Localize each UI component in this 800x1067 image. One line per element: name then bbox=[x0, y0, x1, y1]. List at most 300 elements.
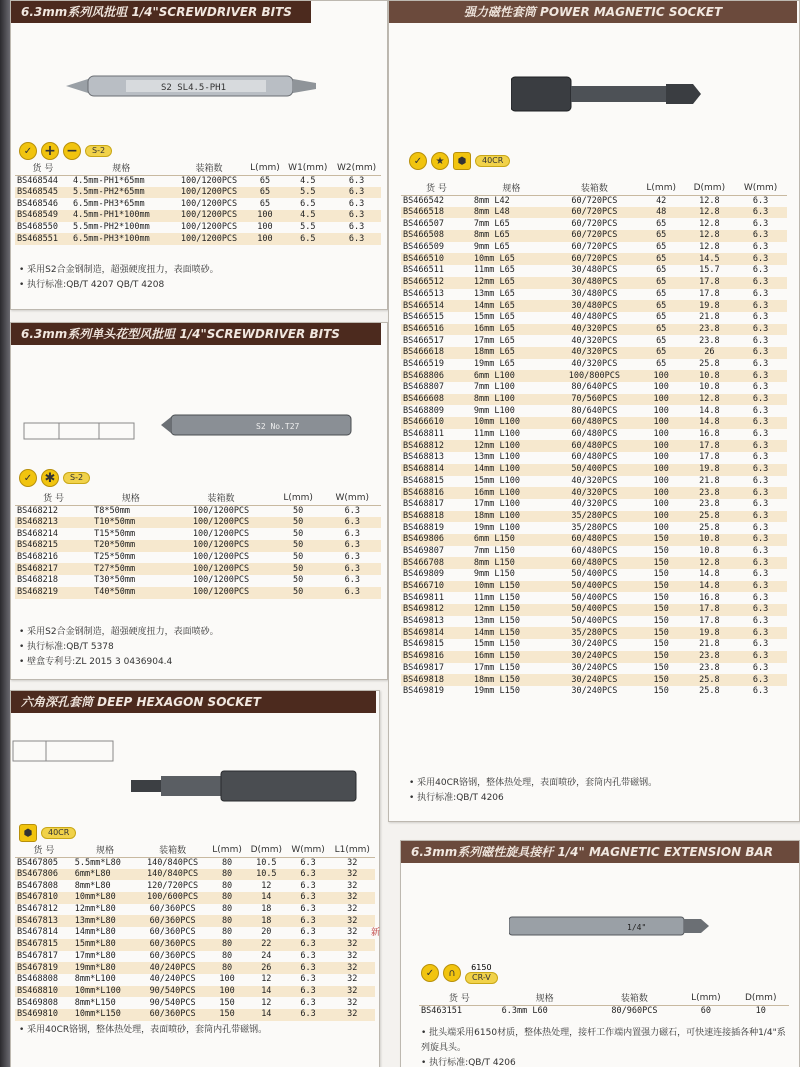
table-cell: 6.3 bbox=[752, 382, 769, 393]
column-header: 规格 bbox=[500, 991, 590, 1005]
table-cell: 150 bbox=[653, 662, 669, 673]
table-cell: 32 bbox=[347, 974, 358, 985]
table-cell: 12mm L150 bbox=[472, 604, 551, 616]
note-line: • 采用S2合金钢制造，超强硬度扭力，表面喷砂。 bbox=[19, 625, 219, 640]
tool-marking: S2 No.T27 bbox=[256, 422, 300, 431]
table-cell: T27*50mm bbox=[92, 563, 169, 575]
table-cell: 90/540PCS bbox=[149, 997, 196, 1008]
table-cell: 17.8 bbox=[685, 440, 735, 452]
table-row bbox=[401, 499, 787, 511]
table-cell: 60/480PCS bbox=[571, 452, 618, 463]
table-cell: 32 bbox=[330, 915, 375, 927]
notes bbox=[19, 1023, 267, 1038]
table-cell: 32 bbox=[330, 1009, 375, 1021]
table-cell: 32 bbox=[330, 986, 375, 998]
table-cell: 65 bbox=[656, 288, 667, 299]
table-cell: 17.8 bbox=[699, 616, 720, 627]
table-cell: 6.3 bbox=[734, 394, 787, 406]
item-code: BS467817 bbox=[17, 950, 58, 961]
table-cell: 50 bbox=[273, 540, 324, 552]
table-cell: 65 bbox=[638, 324, 685, 336]
table-cell: 100/1200PCS bbox=[192, 528, 250, 539]
material-badge: S-2 bbox=[63, 472, 90, 484]
item-code: BS468214 bbox=[17, 528, 58, 539]
material-badge: 40CR bbox=[475, 155, 510, 167]
table-cell: 100 bbox=[653, 405, 669, 416]
book-binding bbox=[0, 0, 10, 1067]
table-cell: 100 bbox=[638, 440, 685, 452]
column-header: 装箱数 bbox=[169, 491, 272, 505]
table-cell: 150 bbox=[653, 592, 669, 603]
item-code: BS466542 bbox=[403, 195, 444, 206]
table-cell: 60/720PCS bbox=[571, 242, 618, 253]
table-cell: 80/640PCS bbox=[571, 382, 618, 393]
table-cell: 12 bbox=[261, 974, 272, 985]
table-cell: 50 bbox=[293, 552, 304, 563]
item-code: BS466710 bbox=[401, 581, 472, 593]
table-row bbox=[401, 253, 787, 265]
note-line: • 采用40CR铬钢，整体热处理，表面喷砂，套筒内孔带磁钢。 bbox=[19, 1023, 267, 1038]
table-cell: 6.3 bbox=[734, 651, 787, 663]
certified-icon: ✓ bbox=[19, 142, 37, 160]
table-cell: 100 bbox=[653, 382, 669, 393]
magnet-icon: ∩ bbox=[443, 964, 461, 982]
item-code: BS468550 bbox=[17, 222, 58, 233]
table-cell: 100 bbox=[208, 986, 246, 998]
table-cell: 17mm L150 bbox=[473, 662, 520, 673]
item-code: BS469812 bbox=[401, 604, 472, 616]
table-cell: 19mm*L80 bbox=[73, 962, 137, 974]
item-code: BS467805 bbox=[17, 857, 58, 868]
table-cell: 11mm L100 bbox=[473, 429, 520, 440]
table-row bbox=[401, 674, 787, 686]
table-cell: 65 bbox=[638, 300, 685, 312]
table-row bbox=[401, 265, 787, 277]
item-code: BS467806 bbox=[15, 869, 73, 881]
table-cell: 65 bbox=[656, 242, 667, 253]
table-cell: 23.8 bbox=[685, 651, 735, 663]
table-cell: 16.8 bbox=[699, 592, 720, 603]
table-cell: 30/240PCS bbox=[571, 639, 618, 650]
table-cell: 6.3 bbox=[734, 230, 787, 242]
table-cell: 18mm L150 bbox=[472, 674, 551, 686]
table-cell: 6.3 bbox=[734, 674, 787, 686]
table-cell: 6.3 bbox=[324, 540, 381, 552]
spec-table bbox=[15, 491, 381, 599]
table-cell: 100/1200PCS bbox=[169, 587, 272, 599]
table-cell: 100/600PCS bbox=[137, 892, 208, 904]
section-title: 6.3mm系列磁性旋具接杆 1/4" MAGNETIC EXTENSION BAR bbox=[401, 841, 800, 863]
table-cell: 80/640PCS bbox=[571, 405, 618, 416]
table-cell: 6.5mm-PH3*65mm bbox=[72, 198, 145, 209]
table-row bbox=[15, 880, 375, 892]
table-cell: 100/1200PCS bbox=[169, 563, 272, 575]
table-cell: 6.3 bbox=[332, 233, 381, 245]
table-cell: 70/560PCS bbox=[551, 394, 638, 406]
table-cell: 100 bbox=[653, 429, 669, 440]
table-cell: 6.3 bbox=[287, 962, 330, 974]
table-cell: 19.8 bbox=[685, 464, 735, 476]
item-code: BS469807 bbox=[403, 545, 444, 556]
table-cell: 6.3 bbox=[752, 335, 769, 346]
table-cell: 150 bbox=[638, 557, 685, 569]
table-row bbox=[15, 892, 375, 904]
table-cell: 40/320PCS bbox=[571, 335, 618, 346]
table-row bbox=[15, 210, 381, 222]
item-code: BS468216 bbox=[17, 552, 58, 563]
table-cell: 23.8 bbox=[699, 335, 720, 346]
table-cell: 11mm L65 bbox=[473, 265, 515, 276]
table-row bbox=[401, 639, 787, 651]
column-header: 规格 bbox=[71, 161, 172, 175]
table-cell: 6.3 bbox=[287, 939, 330, 951]
table-cell: 60/360PCS bbox=[137, 1009, 208, 1021]
table-cell: 5.5 bbox=[283, 187, 332, 199]
table-cell: 6.3 bbox=[344, 552, 360, 563]
table-cell: 10mm L65 bbox=[472, 253, 551, 265]
item-code: BS467810 bbox=[15, 892, 73, 904]
table-cell: 30/240PCS bbox=[571, 686, 618, 697]
table-cell: 12.8 bbox=[699, 242, 720, 253]
table-cell: 15mm L100 bbox=[473, 475, 520, 486]
item-code: BS466708 bbox=[401, 557, 472, 569]
table-cell: 90/540PCS bbox=[137, 986, 208, 998]
table-row bbox=[15, 587, 381, 599]
item-code: BS466509 bbox=[403, 242, 444, 253]
table-row bbox=[15, 505, 381, 517]
table-cell: 6.3 bbox=[734, 534, 787, 546]
table-cell: 12.8 bbox=[685, 394, 735, 406]
table-cell: 40/320PCS bbox=[551, 324, 638, 336]
screwdriver-bits-card bbox=[10, 0, 388, 310]
table-cell: 19mm L65 bbox=[473, 358, 515, 369]
table-cell: 80 bbox=[221, 857, 233, 868]
notes bbox=[19, 625, 219, 670]
table-cell: 10.5 bbox=[246, 869, 286, 881]
table-cell: 5.5mm-PH2*100mm bbox=[72, 222, 150, 233]
table-row bbox=[401, 382, 787, 394]
table-row bbox=[401, 289, 787, 301]
table-row bbox=[15, 198, 381, 210]
table-cell: 21.8 bbox=[699, 475, 720, 486]
table-cell: 150 bbox=[208, 1009, 246, 1021]
table-cell: 14.8 bbox=[685, 417, 735, 429]
table-cell: 65 bbox=[656, 218, 667, 229]
column-header: 货 号 bbox=[15, 161, 71, 175]
table-cell: T10*50mm bbox=[92, 517, 169, 529]
table-cell: 60/360PCS bbox=[137, 939, 208, 951]
notes bbox=[409, 776, 657, 806]
table-cell: 6.3 bbox=[752, 639, 769, 650]
table-cell: 50/400PCS bbox=[551, 604, 638, 616]
table-cell: 6.3 bbox=[348, 198, 365, 209]
material-label bbox=[465, 963, 498, 984]
table-row bbox=[15, 233, 381, 245]
table-cell: 6.3 bbox=[752, 592, 769, 603]
item-code: BS469815 bbox=[403, 639, 444, 650]
table-row bbox=[401, 324, 787, 336]
table-row bbox=[401, 440, 787, 452]
item-code: BS468813 bbox=[403, 452, 444, 463]
table-cell: 50/400PCS bbox=[571, 616, 618, 627]
item-code: BS469819 bbox=[403, 686, 444, 697]
table-row bbox=[401, 405, 787, 417]
table-cell: T30*50mm bbox=[94, 575, 136, 586]
table-cell: 17.8 bbox=[685, 277, 735, 289]
table-cell: T8*50mm bbox=[94, 505, 130, 516]
table-cell: 23.8 bbox=[699, 499, 720, 510]
note-line: • 壁盒专利号:ZL 2015 3 0436904.4 bbox=[19, 655, 219, 670]
item-code: BS468807 bbox=[403, 382, 444, 393]
item-code: BS466518 bbox=[401, 207, 472, 219]
table-row bbox=[401, 429, 787, 441]
table-cell: 14.8 bbox=[699, 569, 720, 580]
table-cell: 12.8 bbox=[685, 557, 735, 569]
table-cell: 26 bbox=[685, 347, 735, 359]
item-code: BS469806 bbox=[401, 534, 472, 546]
table-cell: 6.3 bbox=[344, 528, 360, 539]
spec-table bbox=[419, 991, 789, 1017]
table-cell: 100/1200PCS bbox=[172, 210, 247, 222]
table-cell: 65 bbox=[247, 187, 284, 199]
table-cell: 32 bbox=[347, 857, 358, 868]
table-cell: 6.3 bbox=[752, 662, 769, 673]
item-code: BS468544 bbox=[17, 175, 58, 186]
table-cell: 100 bbox=[638, 464, 685, 476]
table-cell: 7mm L150 bbox=[473, 545, 515, 556]
table-cell: 7mm L65 bbox=[473, 218, 510, 229]
table-cell: 12 bbox=[261, 880, 272, 891]
table-cell: 6.3 bbox=[300, 904, 316, 915]
table-cell: 4.5 bbox=[300, 175, 316, 186]
table-cell: 6.3 bbox=[752, 242, 769, 253]
table-cell: 26 bbox=[246, 962, 286, 974]
table-cell: 6.3 bbox=[752, 288, 769, 299]
table-cell: 6.3 bbox=[300, 880, 316, 891]
column-header: 装箱数 bbox=[172, 161, 247, 175]
table-row bbox=[15, 563, 381, 575]
table-cell: 22 bbox=[246, 939, 286, 951]
column-header: W1(mm) bbox=[283, 161, 332, 175]
note-line: • 执行标准:QB/T 4206 bbox=[421, 1056, 791, 1067]
table-row bbox=[401, 569, 787, 581]
table-cell: 8mm*L100 bbox=[74, 974, 116, 985]
table-cell: 40/480PCS bbox=[571, 312, 618, 323]
table-cell: 6.3 bbox=[332, 210, 381, 222]
table-cell: 100 bbox=[257, 222, 273, 233]
column-header: L1(mm) bbox=[330, 843, 375, 857]
table-cell: 65 bbox=[259, 175, 271, 186]
feature-icons bbox=[19, 823, 76, 843]
table-cell: 8mm L48 bbox=[472, 207, 551, 219]
note-line: • 执行标准:QB/T 4206 bbox=[409, 791, 657, 806]
table-cell: 11mm L150 bbox=[473, 592, 520, 603]
table-cell: 150 bbox=[638, 674, 685, 686]
table-row bbox=[401, 335, 787, 347]
column-header: D(mm) bbox=[246, 843, 286, 857]
table-cell: 150 bbox=[653, 639, 669, 650]
table-cell: 100/1200PCS bbox=[172, 187, 247, 199]
table-cell: 10.8 bbox=[685, 370, 735, 382]
table-cell: 10mm*L150 bbox=[73, 1009, 137, 1021]
table-cell: 6.3 bbox=[752, 499, 769, 510]
table-cell: 40/240PCS bbox=[149, 974, 196, 985]
notes bbox=[19, 263, 219, 293]
table-cell: 6mm*L80 bbox=[73, 869, 137, 881]
certified-icon: ✓ bbox=[19, 469, 37, 487]
table-cell: 17.8 bbox=[699, 288, 720, 299]
table-row bbox=[401, 218, 787, 230]
table-cell: 6.3 bbox=[344, 575, 360, 586]
table-cell: 65 bbox=[656, 358, 667, 369]
table-cell: 32 bbox=[347, 950, 358, 961]
table-cell: 30/480PCS bbox=[571, 265, 618, 276]
table-row bbox=[401, 663, 787, 675]
table-cell: 8mm L42 bbox=[473, 195, 510, 206]
item-code: BS468212 bbox=[17, 505, 58, 516]
item-code: BS468217 bbox=[15, 563, 92, 575]
table-cell: 6.3 bbox=[734, 417, 787, 429]
table-cell: 17.8 bbox=[685, 604, 735, 616]
table-cell: 6.3 bbox=[734, 604, 787, 616]
table-row bbox=[401, 511, 787, 523]
table-cell: 32 bbox=[347, 880, 358, 891]
table-row bbox=[15, 869, 375, 881]
table-cell: 50 bbox=[273, 587, 324, 599]
table-cell: 9mm L100 bbox=[473, 405, 515, 416]
feature-icons bbox=[19, 141, 112, 161]
table-row bbox=[401, 546, 787, 558]
note-line: • 执行标准:QB/T 5378 bbox=[19, 640, 219, 655]
table-cell: 100 bbox=[638, 370, 685, 382]
table-row bbox=[15, 175, 381, 187]
table-cell: 23.8 bbox=[699, 662, 720, 673]
note-line: • 执行标准:QB/T 4207 QB/T 4208 bbox=[19, 278, 219, 293]
table-cell: 6.3 bbox=[734, 464, 787, 476]
table-cell: 12mm*L80 bbox=[74, 904, 116, 915]
table-cell: 8mm L65 bbox=[472, 230, 551, 242]
table-cell: 16mm L65 bbox=[472, 324, 551, 336]
item-code: BS467814 bbox=[17, 927, 58, 938]
table-cell: 10mm*L80 bbox=[73, 892, 137, 904]
table-cell: 6mm L150 bbox=[472, 534, 551, 546]
notes bbox=[421, 1026, 791, 1067]
table-cell: 12mm L65 bbox=[472, 277, 551, 289]
table-row bbox=[15, 939, 375, 951]
table-cell: 80/960PCS bbox=[611, 1005, 658, 1016]
item-code: BS466514 bbox=[401, 300, 472, 312]
table-cell: 32 bbox=[347, 997, 358, 1008]
table-cell: 6.3 bbox=[752, 686, 769, 697]
table-cell: 50/400PCS bbox=[571, 569, 618, 580]
table-cell: 6.3 bbox=[348, 175, 365, 186]
table-cell: 14 bbox=[246, 1009, 286, 1021]
table-cell: 7mm L100 bbox=[473, 382, 515, 393]
item-code: BS466507 bbox=[403, 218, 444, 229]
item-code: BS466515 bbox=[403, 312, 444, 323]
table-cell: 80 bbox=[221, 904, 233, 915]
tool-marking: S2 SL4.5-PH1 bbox=[161, 83, 227, 93]
table-cell: 6.5mm-PH3*100mm bbox=[71, 233, 172, 245]
table-cell: 12mm L100 bbox=[472, 440, 551, 452]
table-cell: 150 bbox=[638, 534, 685, 546]
slotted-icon: − bbox=[63, 142, 81, 160]
table-cell: 6.3 bbox=[300, 950, 316, 961]
note-line: • 采用40CR铬钢，整体热处理，表面喷砂，套筒内孔带磁钢。 bbox=[409, 776, 657, 791]
table-cell: 6.3 bbox=[734, 557, 787, 569]
table-cell: 10.8 bbox=[685, 534, 735, 546]
table-cell: 6.3 bbox=[348, 222, 365, 233]
table-cell: 60/720PCS bbox=[551, 207, 638, 219]
torx-bit-image bbox=[161, 405, 361, 445]
item-code: BS468213 bbox=[15, 517, 92, 529]
table-cell: 32 bbox=[347, 927, 358, 938]
table-cell: 4.5 bbox=[283, 210, 332, 222]
column-header: 规格 bbox=[92, 491, 169, 505]
table-row bbox=[401, 476, 787, 488]
table-cell: 6.3 bbox=[734, 324, 787, 336]
table-row bbox=[401, 300, 787, 312]
table-cell: 150 bbox=[638, 581, 685, 593]
table-cell: 4.5mm-PH1*100mm bbox=[71, 210, 172, 222]
hexagon-icon: ⬢ bbox=[453, 152, 471, 170]
item-code: BS466618 bbox=[401, 347, 472, 359]
table-cell: 20 bbox=[261, 927, 272, 938]
item-code: BS467815 bbox=[15, 939, 73, 951]
table-cell: 60/480PCS bbox=[551, 557, 638, 569]
table-cell: 6.5 bbox=[283, 233, 332, 245]
table-cell: 65 bbox=[638, 230, 685, 242]
column-header: L(mm) bbox=[638, 181, 685, 195]
torx-icon: ✱ bbox=[41, 469, 59, 487]
table-cell: 100 bbox=[638, 487, 685, 499]
table-row bbox=[401, 616, 787, 628]
table-cell: 6.3 bbox=[734, 487, 787, 499]
item-code: BS468808 bbox=[17, 974, 58, 985]
column-header: D(mm) bbox=[685, 181, 735, 195]
table-row bbox=[401, 534, 787, 546]
table-cell: 60/360PCS bbox=[149, 904, 196, 915]
table-cell: 32 bbox=[330, 939, 375, 951]
material-badge: CR-V bbox=[465, 972, 498, 984]
table-cell: 6.3 bbox=[734, 347, 787, 359]
table-cell: 12.8 bbox=[699, 195, 720, 206]
table-row bbox=[401, 370, 787, 382]
table-cell: 30/480PCS bbox=[551, 300, 638, 312]
table-row bbox=[15, 552, 381, 564]
item-code: BS468818 bbox=[401, 511, 472, 523]
table-cell: 100/1200PCS bbox=[169, 517, 272, 529]
table-cell: 40/320PCS bbox=[571, 358, 618, 369]
table-cell: 140/840PCS bbox=[147, 857, 199, 868]
certified-icon: ✓ bbox=[409, 152, 427, 170]
table-row bbox=[401, 359, 787, 371]
table-row bbox=[401, 557, 787, 569]
table-cell: 25.8 bbox=[685, 674, 735, 686]
material-grade: 6150 bbox=[471, 962, 492, 972]
table-cell: 80 bbox=[208, 962, 246, 974]
column-header: 规格 bbox=[73, 843, 137, 857]
table-cell: 60/480PCS bbox=[571, 545, 618, 556]
item-code: BS469816 bbox=[401, 651, 472, 663]
table-row bbox=[15, 857, 375, 869]
table-cell: 150 bbox=[219, 997, 235, 1008]
table-cell: 100/1200PCS bbox=[172, 233, 247, 245]
table-cell: 50/400PCS bbox=[551, 464, 638, 476]
table-cell: 100 bbox=[653, 475, 669, 486]
table-cell: 9mm L150 bbox=[473, 569, 515, 580]
column-header: L(mm) bbox=[208, 843, 246, 857]
